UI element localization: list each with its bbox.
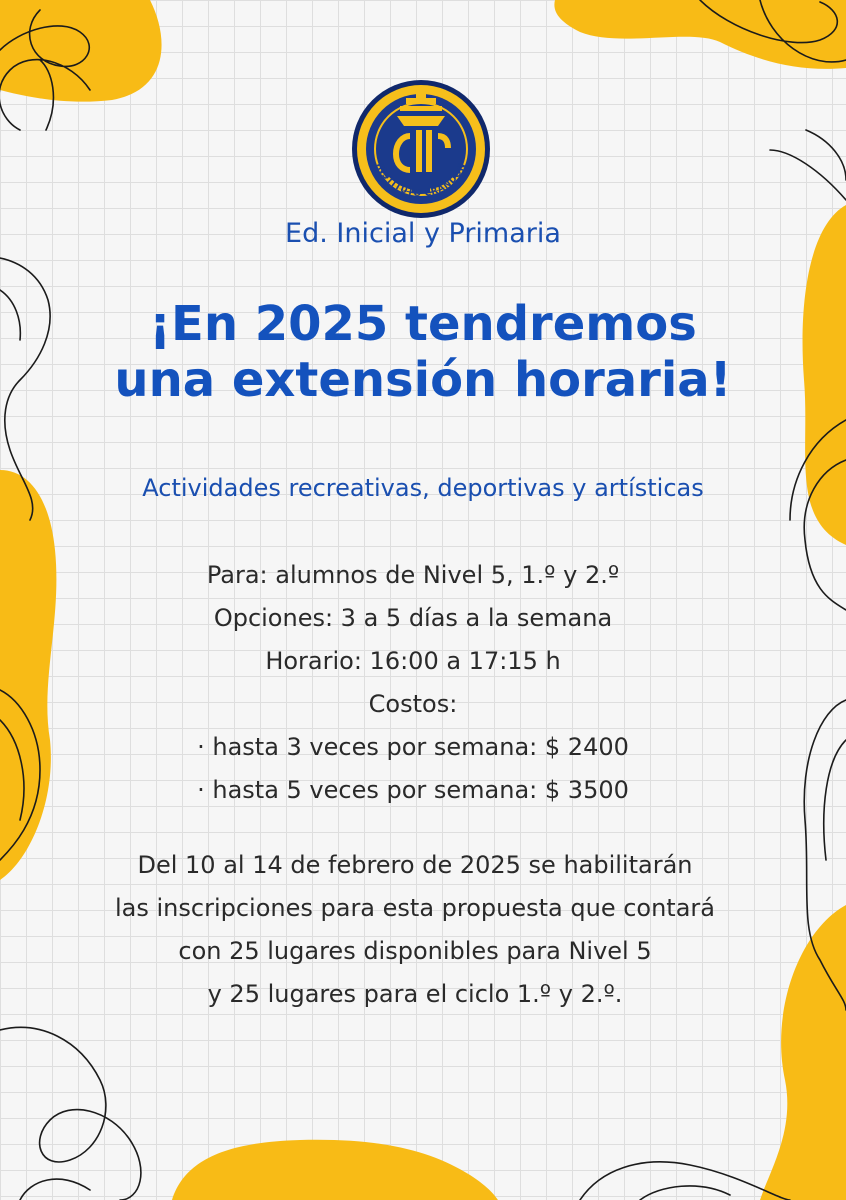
schedule-options: Opciones: 3 a 5 días a la semana: [213, 604, 613, 632]
notice-line-1: Del 10 al 14 de febrero de 2025 se habilitarán: [137, 851, 693, 879]
activities-subheading: Actividades recreativas, deportivas y artísticas: [142, 474, 704, 502]
headline: [0, 296, 846, 408]
enrollment-notice: [0, 844, 830, 1016]
notice-line-3: con 25 lugares disponibles para Nivel 5: [178, 937, 652, 965]
program-details: [0, 554, 826, 812]
school-levels: Ed. Inicial y Primaria: [285, 218, 561, 249]
headline-line-1: ¡En 2025 tendremos: [149, 296, 697, 352]
schedule-hours: Horario: 16:00 a 17:15 h: [265, 647, 561, 675]
costs-label: Costos:: [368, 690, 458, 718]
notice-line-4: y 25 lugares para el ciclo 1.º y 2.º.: [207, 980, 623, 1008]
logo-text: INSTITUTO CRANDON: [373, 161, 469, 200]
headline-line-2: una extensión horaria!: [114, 352, 732, 408]
cost-item: · hasta 5 veces por semana: $ 3500: [197, 776, 629, 804]
notice-line-2: las inscripciones para esta propuesta que contará: [114, 894, 715, 922]
school-logo: [350, 78, 492, 220]
target-students: Para: alumnos de Nivel 5, 1.º y 2.º: [206, 561, 620, 589]
cost-item: · hasta 3 veces por semana: $ 2400: [197, 733, 629, 761]
